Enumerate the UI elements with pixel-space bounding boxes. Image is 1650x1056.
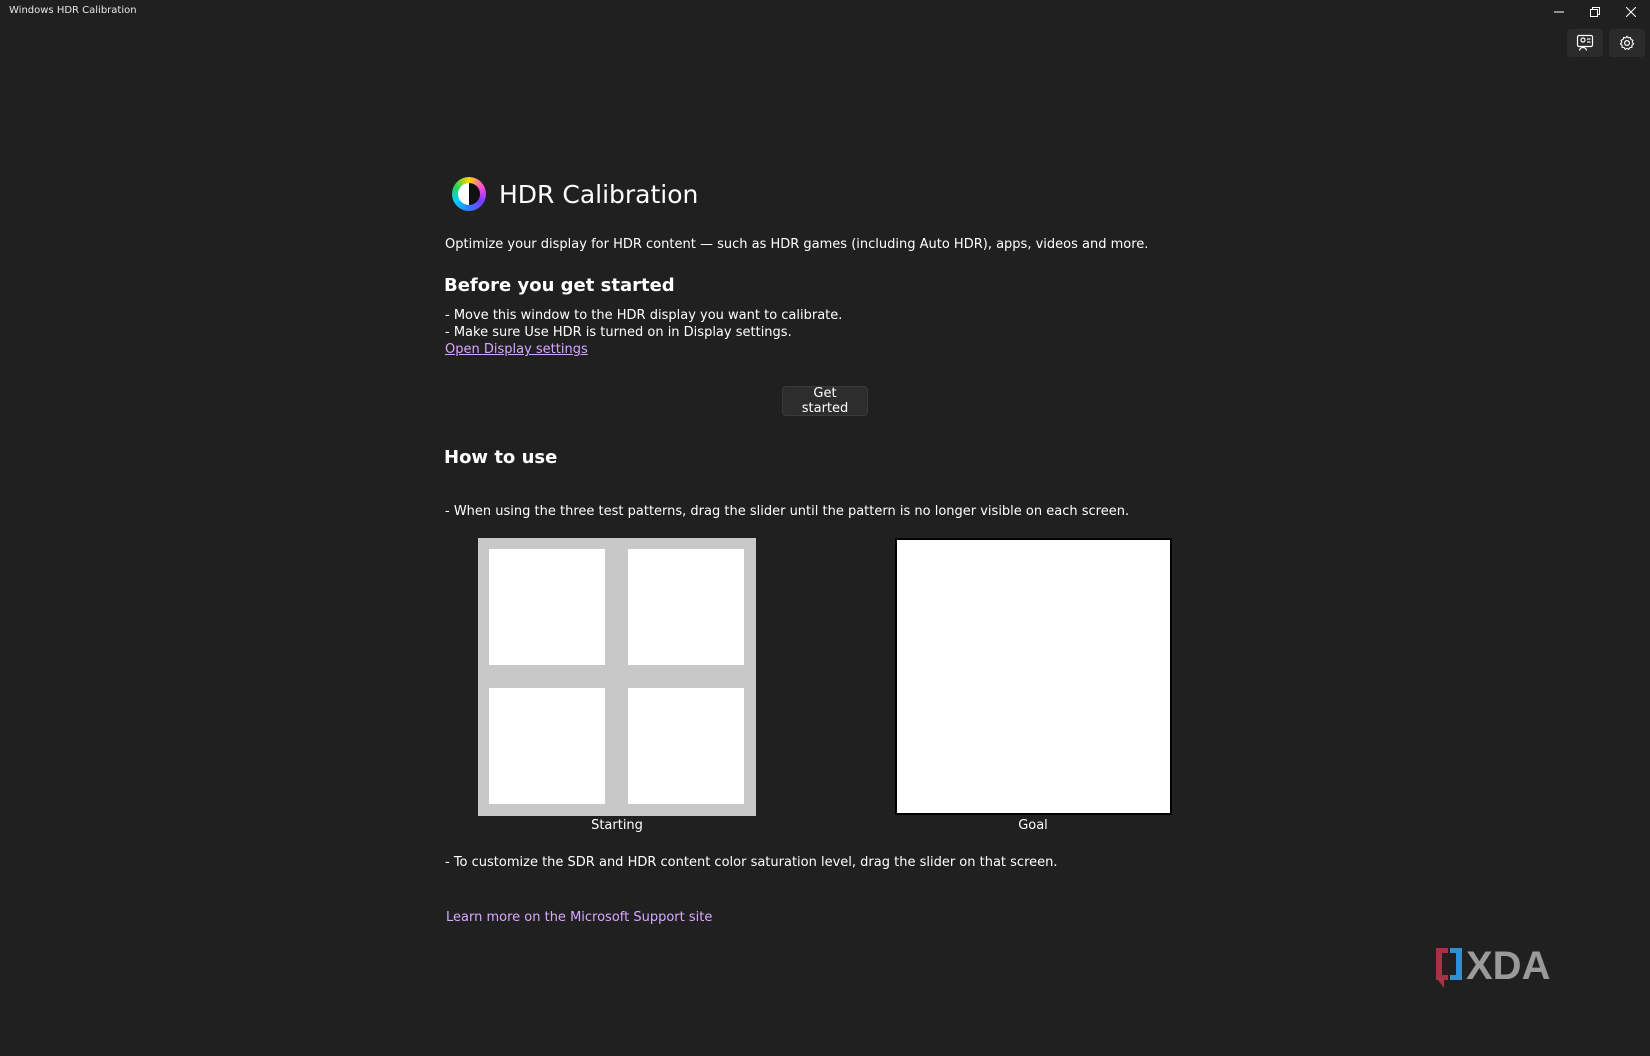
xda-logo-icon — [1434, 944, 1589, 990]
pattern-square — [489, 688, 605, 804]
pattern-square — [628, 688, 744, 804]
saturation-instruction: - To customize the SDR and HDR content color saturation level, drag the slider on that screen. — [445, 855, 1058, 870]
hdr-calibration-logo-icon — [452, 177, 486, 211]
window-title: Windows HDR Calibration — [9, 5, 137, 16]
pattern-square — [628, 549, 744, 665]
how-to-use-heading: How to use — [444, 447, 558, 468]
open-display-settings-link[interactable]: Open Display settings — [445, 342, 588, 357]
page-title: HDR Calibration — [499, 179, 699, 209]
goal-pattern — [895, 538, 1172, 815]
pattern-square — [489, 549, 605, 665]
xda-watermark-logo — [1434, 944, 1589, 990]
app-description: Optimize your display for HDR content — such as HDR games (including Auto HDR), apps, videos and more. — [445, 237, 1149, 252]
app-header — [452, 176, 698, 212]
before-you-get-started-heading: Before you get started — [444, 275, 675, 296]
instruction-use-hdr: - Make sure Use HDR is turned on in Display settings. — [445, 325, 792, 340]
microsoft-support-link[interactable]: Learn more on the Microsoft Support site — [446, 910, 713, 925]
starting-pattern — [478, 538, 756, 816]
watermark-text: XDA — [1466, 944, 1551, 988]
goal-caption: Goal — [1018, 818, 1048, 833]
get-started-button[interactable]: Get started — [782, 386, 868, 416]
instruction-move-window: - Move this window to the HDR display you want to calibrate. — [445, 308, 843, 323]
starting-caption: Starting — [591, 818, 643, 833]
test-pattern-instruction: - When using the three test patterns, drag the slider until the pattern is no longer visible on each screen. — [445, 504, 1130, 519]
